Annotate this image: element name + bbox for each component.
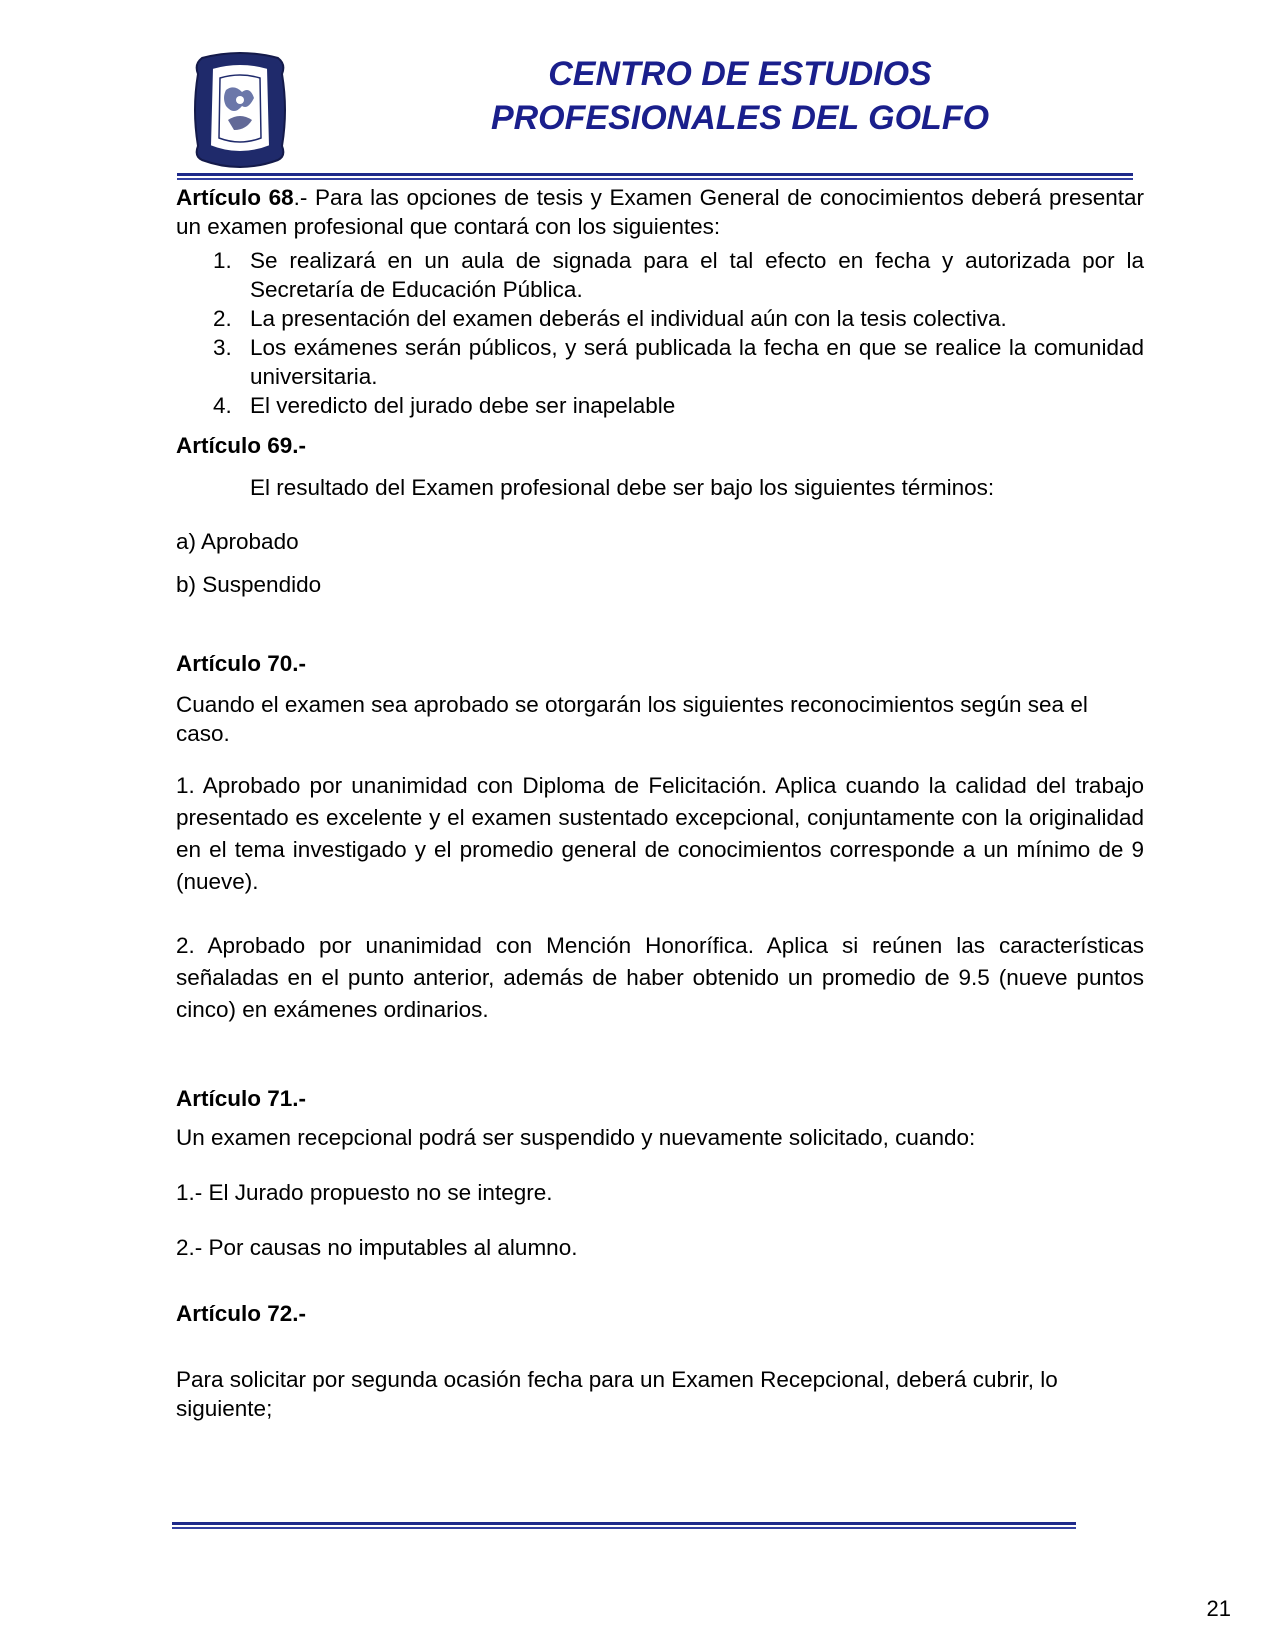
article-71-item-2: 2.- Por causas no imputables al alumno. — [176, 1235, 578, 1260]
article-71-title: Artículo 71.- — [176, 1086, 307, 1111]
article-70-title: Artículo 70.- — [176, 651, 307, 676]
article-70-paragraph-2: 2. Aprobado por unanimidad con Mención Honorífica. Aplica si reúnen las características señaladas en el punto anterior, además de haber obtenido un promedio de 9.5 (nueve puntos cinco) en exámenes ordinarios. — [176, 933, 1144, 1022]
article-69-title: Artículo 69.- — [176, 433, 307, 458]
list-item-text: Se realizará en un aula de signada para el tal efecto en fecha y autorizada por la Secretaría de Educación Pública. — [250, 248, 1144, 302]
header-rule — [177, 173, 1133, 182]
list-item-text: El veredicto del jurado debe ser inapelable — [250, 393, 676, 418]
document-body — [176, 183, 1144, 1423]
article-69-option-b: b) Suspendido — [176, 572, 322, 597]
list-item-number: 4. — [213, 393, 232, 418]
article-72-title: Artículo 72.- — [176, 1301, 307, 1326]
article-71-intro: Un examen recepcional podrá ser suspendido y nuevamente solicitado, cuando: — [176, 1125, 976, 1150]
article-69-intro: El resultado del Examen profesional debe ser bajo los siguientes términos: — [250, 475, 995, 500]
article-69-option-a: a) Aprobado — [176, 529, 299, 554]
article-70-paragraph-1: 1. Aprobado por unanimidad con Diploma de Felicitación. Aplica cuando la calidad del trabajo presentado es excelente y el examen sustentado excepcional, conjuntamente con la originalidad en el tema investigado y el promedio general de conocimientos corresponde a un mínimo de 9 (nueve). — [176, 773, 1144, 894]
list-item-number: 2. — [213, 306, 232, 331]
article-71-item-1: 1.- El Jurado propuesto no se integre. — [176, 1180, 553, 1205]
header-title-line2: PROFESIONALES DEL GOLFO — [490, 99, 990, 137]
list-item-text: La presentación del examen deberás el individual aún con la tesis colectiva. — [250, 306, 1007, 331]
list-item — [176, 333, 1144, 391]
article-68-text: .- Para las opciones de tesis y Examen General de conocimientos deberá presentar un examen profesional que contará con los siguientes: — [176, 185, 1145, 239]
list-item — [176, 304, 1144, 333]
list-item — [176, 391, 1144, 420]
list-item — [176, 246, 1144, 304]
article-70-intro: Cuando el examen sea aprobado se otorgarán los siguientes reconocimientos según sea el caso. — [176, 692, 1088, 746]
article-68-title: Artículo 68 — [176, 185, 294, 210]
header-title-line1: CENTRO DE ESTUDIOS — [548, 55, 932, 93]
list-item-number: 1. — [213, 248, 232, 273]
footer-rule — [172, 1522, 1076, 1531]
list-item-text: Los exámenes serán públicos, y será publicada la fecha en que se realice la comunidad universitaria. — [250, 335, 1144, 389]
institution-logo — [190, 50, 290, 170]
page-number: 21 — [1206, 1596, 1231, 1621]
article-68-list — [176, 246, 1144, 420]
article-72-intro: Para solicitar por segunda ocasión fecha para un Examen Recepcional, deberá cubrir, lo siguiente; — [176, 1367, 1058, 1421]
list-item-number: 3. — [213, 335, 232, 360]
article-68-paragraph — [176, 183, 1144, 241]
